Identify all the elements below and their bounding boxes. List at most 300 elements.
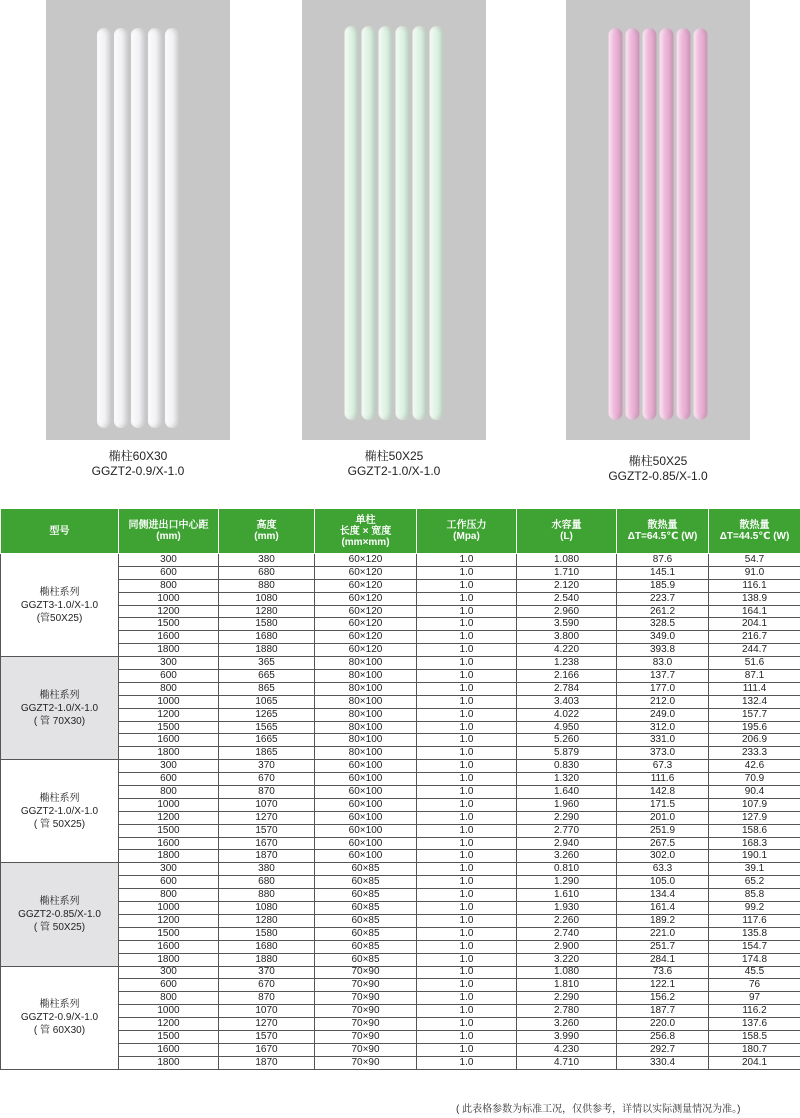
table-cell: 60×120 <box>315 566 417 579</box>
table-cell: 800 <box>119 992 219 1005</box>
radiator-tube <box>345 26 359 420</box>
table-cell: 122.1 <box>617 979 709 992</box>
table-cell: 190.1 <box>709 850 800 863</box>
table-cell: 1.0 <box>417 863 517 876</box>
radiator-tube <box>660 28 674 420</box>
table-row <box>1 786 800 799</box>
table-cell: 1500 <box>119 618 219 631</box>
table-cell: 161.4 <box>617 902 709 915</box>
column-header <box>709 509 800 554</box>
table-cell: 39.1 <box>709 863 800 876</box>
table-cell: 1000 <box>119 798 219 811</box>
table-cell: 1.0 <box>417 1018 517 1031</box>
table-cell: 80×100 <box>315 682 417 695</box>
table-cell: 1870 <box>219 850 315 863</box>
table-cell: 111.6 <box>617 773 709 786</box>
table-cell: 80×100 <box>315 670 417 683</box>
table-cell: 1.0 <box>417 953 517 966</box>
table-cell: 1200 <box>119 708 219 721</box>
series-cell <box>1 966 119 1069</box>
table-cell: 1565 <box>219 721 315 734</box>
table-cell: 1.0 <box>417 566 517 579</box>
table-cell: 2.120 <box>517 579 617 592</box>
table-cell: 60×85 <box>315 940 417 953</box>
table-cell: 185.9 <box>617 579 709 592</box>
table-cell: 5.260 <box>517 734 617 747</box>
table-cell: 880 <box>219 579 315 592</box>
series-label-line: 椭柱系列 <box>39 586 80 598</box>
table-cell: 665 <box>219 670 315 683</box>
table-cell: 365 <box>219 657 315 670</box>
table-cell: 1.710 <box>517 566 617 579</box>
table-cell: 127.9 <box>709 811 800 824</box>
table-cell: 300 <box>119 657 219 670</box>
table-cell: 138.9 <box>709 592 800 605</box>
table-cell: 60×100 <box>315 760 417 773</box>
series-cell <box>1 863 119 966</box>
table-row <box>1 592 800 605</box>
table-cell: 1000 <box>119 1005 219 1018</box>
spec-table-header <box>1 509 800 554</box>
table-cell: 4.220 <box>517 644 617 657</box>
series-label-line: GGZT3-1.0/X-1.0 <box>20 599 99 611</box>
radiator-tube <box>97 28 111 428</box>
table-row <box>1 682 800 695</box>
table-cell: 63.3 <box>617 863 709 876</box>
table-cell: 1800 <box>119 747 219 760</box>
table-cell: 1500 <box>119 721 219 734</box>
series-group <box>1 760 800 863</box>
column-header-line: (Mpa) <box>453 531 480 542</box>
series-group <box>1 657 800 760</box>
table-row <box>1 1043 800 1056</box>
table-cell: 1.0 <box>417 773 517 786</box>
table-cell: 157.7 <box>709 708 800 721</box>
table-cell: 1.0 <box>417 708 517 721</box>
caption-code: GGZT2-1.0/X-1.0 <box>347 464 441 478</box>
table-cell: 221.0 <box>617 927 709 940</box>
table-cell: 1500 <box>119 824 219 837</box>
table-cell: 1.290 <box>517 876 617 889</box>
series-label-line: ( 管 70X30) <box>33 715 86 727</box>
table-cell: 300 <box>119 554 219 567</box>
table-cell: 0.830 <box>517 760 617 773</box>
table-row <box>1 1018 800 1031</box>
table-cell: 180.7 <box>709 1043 800 1056</box>
column-header <box>617 509 709 554</box>
table-cell: 189.2 <box>617 914 709 927</box>
table-row <box>1 953 800 966</box>
column-header-line: 高度 <box>256 520 277 531</box>
series-group <box>1 554 800 657</box>
table-cell: 111.4 <box>709 682 800 695</box>
table-cell: 60×120 <box>315 579 417 592</box>
table-cell: 2.900 <box>517 940 617 953</box>
table-cell: 865 <box>219 682 315 695</box>
table-cell: 1270 <box>219 811 315 824</box>
column-header-line: (mm) <box>254 531 279 542</box>
table-cell: 137.6 <box>709 1018 800 1031</box>
table-cell: 1.0 <box>417 682 517 695</box>
table-cell: 284.1 <box>617 953 709 966</box>
table-cell: 380 <box>219 554 315 567</box>
series-label-line: ( 管 50X25) <box>33 921 86 933</box>
table-cell: 60×85 <box>315 863 417 876</box>
table-cell: 1.0 <box>417 992 517 1005</box>
table-cell: 1200 <box>119 605 219 618</box>
radiator-tube <box>165 28 179 428</box>
column-header <box>315 509 417 554</box>
table-cell: 91.0 <box>709 566 800 579</box>
table-cell: 1670 <box>219 837 315 850</box>
product-caption-2 <box>302 449 486 479</box>
table-cell: 3.220 <box>517 953 617 966</box>
table-cell: 600 <box>119 670 219 683</box>
radiator-tube <box>430 26 444 420</box>
table-cell: 1.0 <box>417 940 517 953</box>
table-cell: 1070 <box>219 798 315 811</box>
column-header <box>219 509 315 554</box>
product-photo-3 <box>566 0 750 440</box>
table-cell: 1.0 <box>417 592 517 605</box>
table-cell: 73.6 <box>617 966 709 979</box>
radiator-tube <box>379 26 393 420</box>
table-cell: 1280 <box>219 914 315 927</box>
table-cell: 370 <box>219 760 315 773</box>
footnote: ( 此表格参数为标准工况，仅供参考，详情以实际测量情况为准。) <box>456 1104 741 1115</box>
series-label-line: GGZT2-1.0/X-1.0 <box>20 805 99 817</box>
table-cell: 3.800 <box>517 631 617 644</box>
series-label-line: 椭柱系列 <box>39 689 80 701</box>
table-cell: 1.0 <box>417 876 517 889</box>
product-caption-3 <box>566 454 750 484</box>
column-header-line: 工作压力 <box>446 520 487 531</box>
table-cell: 1800 <box>119 644 219 657</box>
table-row <box>1 863 800 876</box>
table-row <box>1 798 800 811</box>
table-cell: 3.990 <box>517 1030 617 1043</box>
table-cell: 680 <box>219 566 315 579</box>
table-cell: 70×90 <box>315 1043 417 1056</box>
table-cell: 60×120 <box>315 618 417 631</box>
table-cell: 67.3 <box>617 760 709 773</box>
table-cell: 201.0 <box>617 811 709 824</box>
table-cell: 99.2 <box>709 902 800 915</box>
table-cell: 3.260 <box>517 1018 617 1031</box>
table-cell: 83.0 <box>617 657 709 670</box>
table-cell: 135.8 <box>709 927 800 940</box>
table-cell: 45.5 <box>709 966 800 979</box>
table-row <box>1 902 800 915</box>
table-cell: 600 <box>119 876 219 889</box>
table-cell: 60×120 <box>315 592 417 605</box>
table-cell: 800 <box>119 579 219 592</box>
radiator-tube <box>626 28 640 420</box>
column-header <box>517 509 617 554</box>
table-cell: 76 <box>709 979 800 992</box>
column-header-line: 同侧进出口中心距 <box>128 520 209 531</box>
table-cell: 0.810 <box>517 863 617 876</box>
column-header-line: ΔT=44.5℃ (W) <box>719 531 790 542</box>
table-cell: 2.740 <box>517 927 617 940</box>
table-row <box>1 927 800 940</box>
table-cell: 1080 <box>219 902 315 915</box>
table-cell: 1.0 <box>417 1043 517 1056</box>
table-cell: 349.0 <box>617 631 709 644</box>
column-header-line: 型号 <box>49 525 70 537</box>
table-cell: 60×120 <box>315 644 417 657</box>
table-cell: 1600 <box>119 940 219 953</box>
caption-model: 椭柱60X30 <box>108 449 168 463</box>
column-header-line: (L) <box>560 531 573 542</box>
table-cell: 1000 <box>119 695 219 708</box>
table-row <box>1 1005 800 1018</box>
product-photo-2 <box>302 0 486 440</box>
table-cell: 158.5 <box>709 1030 800 1043</box>
series-cell <box>1 554 119 657</box>
radiator-tube <box>396 26 410 420</box>
radiator-tube <box>362 26 376 420</box>
table-cell: 60×100 <box>315 811 417 824</box>
table-cell: 220.0 <box>617 1018 709 1031</box>
product-1 <box>46 0 230 479</box>
table-cell: 116.1 <box>709 579 800 592</box>
header-row <box>1 509 800 554</box>
series-label-line: 椭柱系列 <box>39 792 80 804</box>
table-cell: 1.930 <box>517 902 617 915</box>
table-cell: 60×100 <box>315 824 417 837</box>
radiator-tube <box>114 28 128 428</box>
table-cell: 1670 <box>219 1043 315 1056</box>
table-cell: 60×100 <box>315 773 417 786</box>
product-3 <box>566 0 750 484</box>
table-cell: 1880 <box>219 644 315 657</box>
table-cell: 70×90 <box>315 1005 417 1018</box>
table-cell: 116.2 <box>709 1005 800 1018</box>
table-cell: 1200 <box>119 811 219 824</box>
table-cell: 302.0 <box>617 850 709 863</box>
table-cell: 60×85 <box>315 914 417 927</box>
table-row <box>1 992 800 1005</box>
table-cell: 3.590 <box>517 618 617 631</box>
table-row <box>1 876 800 889</box>
table-cell: 2.290 <box>517 992 617 1005</box>
table-cell: 1200 <box>119 914 219 927</box>
table-cell: 87.1 <box>709 670 800 683</box>
table-cell: 60×100 <box>315 798 417 811</box>
table-cell: 292.7 <box>617 1043 709 1056</box>
table-row <box>1 618 800 631</box>
table-cell: 60×100 <box>315 786 417 799</box>
table-cell: 54.7 <box>709 554 800 567</box>
table-cell: 2.780 <box>517 1005 617 1018</box>
table-cell: 2.260 <box>517 914 617 927</box>
table-cell: 80×100 <box>315 721 417 734</box>
table-cell: 60×120 <box>315 605 417 618</box>
table-cell: 60×85 <box>315 889 417 902</box>
table-cell: 331.0 <box>617 734 709 747</box>
table-cell: 1600 <box>119 734 219 747</box>
table-cell: 4.950 <box>517 721 617 734</box>
table-row <box>1 966 800 979</box>
table-row <box>1 579 800 592</box>
table-cell: 1.0 <box>417 824 517 837</box>
table-cell: 4.022 <box>517 708 617 721</box>
product-2 <box>302 0 486 479</box>
table-cell: 1280 <box>219 605 315 618</box>
table-cell: 60×100 <box>315 837 417 850</box>
table-cell: 216.7 <box>709 631 800 644</box>
table-cell: 87.6 <box>617 554 709 567</box>
table-cell: 880 <box>219 889 315 902</box>
radiator-tube <box>643 28 657 420</box>
table-row <box>1 644 800 657</box>
caption-model: 椭柱50X25 <box>628 454 688 468</box>
radiator-tube <box>677 28 691 420</box>
series-cell <box>1 657 119 760</box>
table-cell: 300 <box>119 760 219 773</box>
table-cell: 60×85 <box>315 953 417 966</box>
table-cell: 1270 <box>219 1018 315 1031</box>
table-cell: 1800 <box>119 850 219 863</box>
table-cell: 1.320 <box>517 773 617 786</box>
table-cell: 204.1 <box>709 1056 800 1069</box>
table-cell: 80×100 <box>315 708 417 721</box>
table-cell: 1.610 <box>517 889 617 902</box>
table-cell: 1665 <box>219 734 315 747</box>
column-header <box>119 509 219 554</box>
series-label-line: GGZT2-1.0/X-1.0 <box>20 702 99 714</box>
table-cell: 1.0 <box>417 979 517 992</box>
table-cell: 3.403 <box>517 695 617 708</box>
column-header-line: 长度 × 宽度 <box>339 525 392 537</box>
table-cell: 154.7 <box>709 940 800 953</box>
table-row <box>1 837 800 850</box>
table-cell: 1.0 <box>417 734 517 747</box>
table-cell: 600 <box>119 566 219 579</box>
table-cell: 1.810 <box>517 979 617 992</box>
column-header-line: (mm×mm) <box>341 536 390 548</box>
table-cell: 4.710 <box>517 1056 617 1069</box>
table-cell: 3.260 <box>517 850 617 863</box>
table-row <box>1 734 800 747</box>
table-row <box>1 760 800 773</box>
table-cell: 1.080 <box>517 554 617 567</box>
series-group <box>1 863 800 966</box>
table-cell: 70×90 <box>315 992 417 1005</box>
table-cell: 1070 <box>219 1005 315 1018</box>
series-group <box>1 966 800 1069</box>
table-cell: 97 <box>709 992 800 1005</box>
table-row <box>1 695 800 708</box>
table-cell: 312.0 <box>617 721 709 734</box>
table-cell: 2.540 <box>517 592 617 605</box>
table-cell: 1870 <box>219 1056 315 1069</box>
table-cell: 1500 <box>119 1030 219 1043</box>
column-header-line: (mm) <box>156 531 181 542</box>
table-cell: 107.9 <box>709 798 800 811</box>
table-cell: 195.6 <box>709 721 800 734</box>
table-cell: 137.7 <box>617 670 709 683</box>
table-cell: 1.0 <box>417 811 517 824</box>
table-cell: 1.0 <box>417 695 517 708</box>
table-cell: 870 <box>219 992 315 1005</box>
table-cell: 1570 <box>219 1030 315 1043</box>
table-cell: 2.940 <box>517 837 617 850</box>
table-cell: 90.4 <box>709 786 800 799</box>
table-row <box>1 708 800 721</box>
table-cell: 800 <box>119 786 219 799</box>
table-cell: 134.4 <box>617 889 709 902</box>
caption-model: 椭柱50X25 <box>364 449 424 463</box>
table-row <box>1 566 800 579</box>
spec-table <box>0 508 800 1070</box>
table-cell: 1000 <box>119 902 219 915</box>
table-cell: 233.3 <box>709 747 800 760</box>
table-cell: 1680 <box>219 631 315 644</box>
table-cell: 1265 <box>219 708 315 721</box>
table-cell: 261.2 <box>617 605 709 618</box>
table-cell: 600 <box>119 773 219 786</box>
table-cell: 1.0 <box>417 837 517 850</box>
table-cell: 1.0 <box>417 786 517 799</box>
table-cell: 51.6 <box>709 657 800 670</box>
table-cell: 171.5 <box>617 798 709 811</box>
table-cell: 70×90 <box>315 979 417 992</box>
table-cell: 70.9 <box>709 773 800 786</box>
column-header-line: 水容量 <box>551 520 582 531</box>
table-cell: 300 <box>119 966 219 979</box>
series-label-line: 椭柱系列 <box>39 999 80 1011</box>
table-row <box>1 631 800 644</box>
table-row <box>1 914 800 927</box>
table-cell: 1.0 <box>417 721 517 734</box>
table-cell: 60×85 <box>315 927 417 940</box>
radiator-tube <box>694 28 708 420</box>
series-label-line: GGZT2-0.85/X-1.0 <box>18 908 101 920</box>
table-cell: 244.7 <box>709 644 800 657</box>
table-cell: 670 <box>219 773 315 786</box>
table-cell: 1.0 <box>417 850 517 863</box>
table-cell: 42.6 <box>709 760 800 773</box>
table-cell: 393.8 <box>617 644 709 657</box>
column-header-line: 单柱 <box>355 514 376 526</box>
table-cell: 2.770 <box>517 824 617 837</box>
product-caption-1 <box>46 449 230 479</box>
table-cell: 1.0 <box>417 902 517 915</box>
table-row <box>1 670 800 683</box>
table-cell: 1.0 <box>417 670 517 683</box>
series-label-line: ( 管 60X30) <box>33 1025 86 1037</box>
table-cell: 1.0 <box>417 1005 517 1018</box>
table-cell: 800 <box>119 682 219 695</box>
table-cell: 142.8 <box>617 786 709 799</box>
table-cell: 380 <box>219 863 315 876</box>
radiator-image-3 <box>609 28 708 420</box>
table-cell: 1580 <box>219 927 315 940</box>
table-cell: 370 <box>219 966 315 979</box>
table-cell: 70×90 <box>315 966 417 979</box>
table-cell: 1080 <box>219 592 315 605</box>
table-cell: 85.8 <box>709 889 800 902</box>
table-cell: 1.640 <box>517 786 617 799</box>
table-cell: 60×120 <box>315 631 417 644</box>
table-cell: 1.0 <box>417 1030 517 1043</box>
table-cell: 330.4 <box>617 1056 709 1069</box>
table-cell: 1.0 <box>417 747 517 760</box>
table-row <box>1 1056 800 1069</box>
table-cell: 60×120 <box>315 554 417 567</box>
